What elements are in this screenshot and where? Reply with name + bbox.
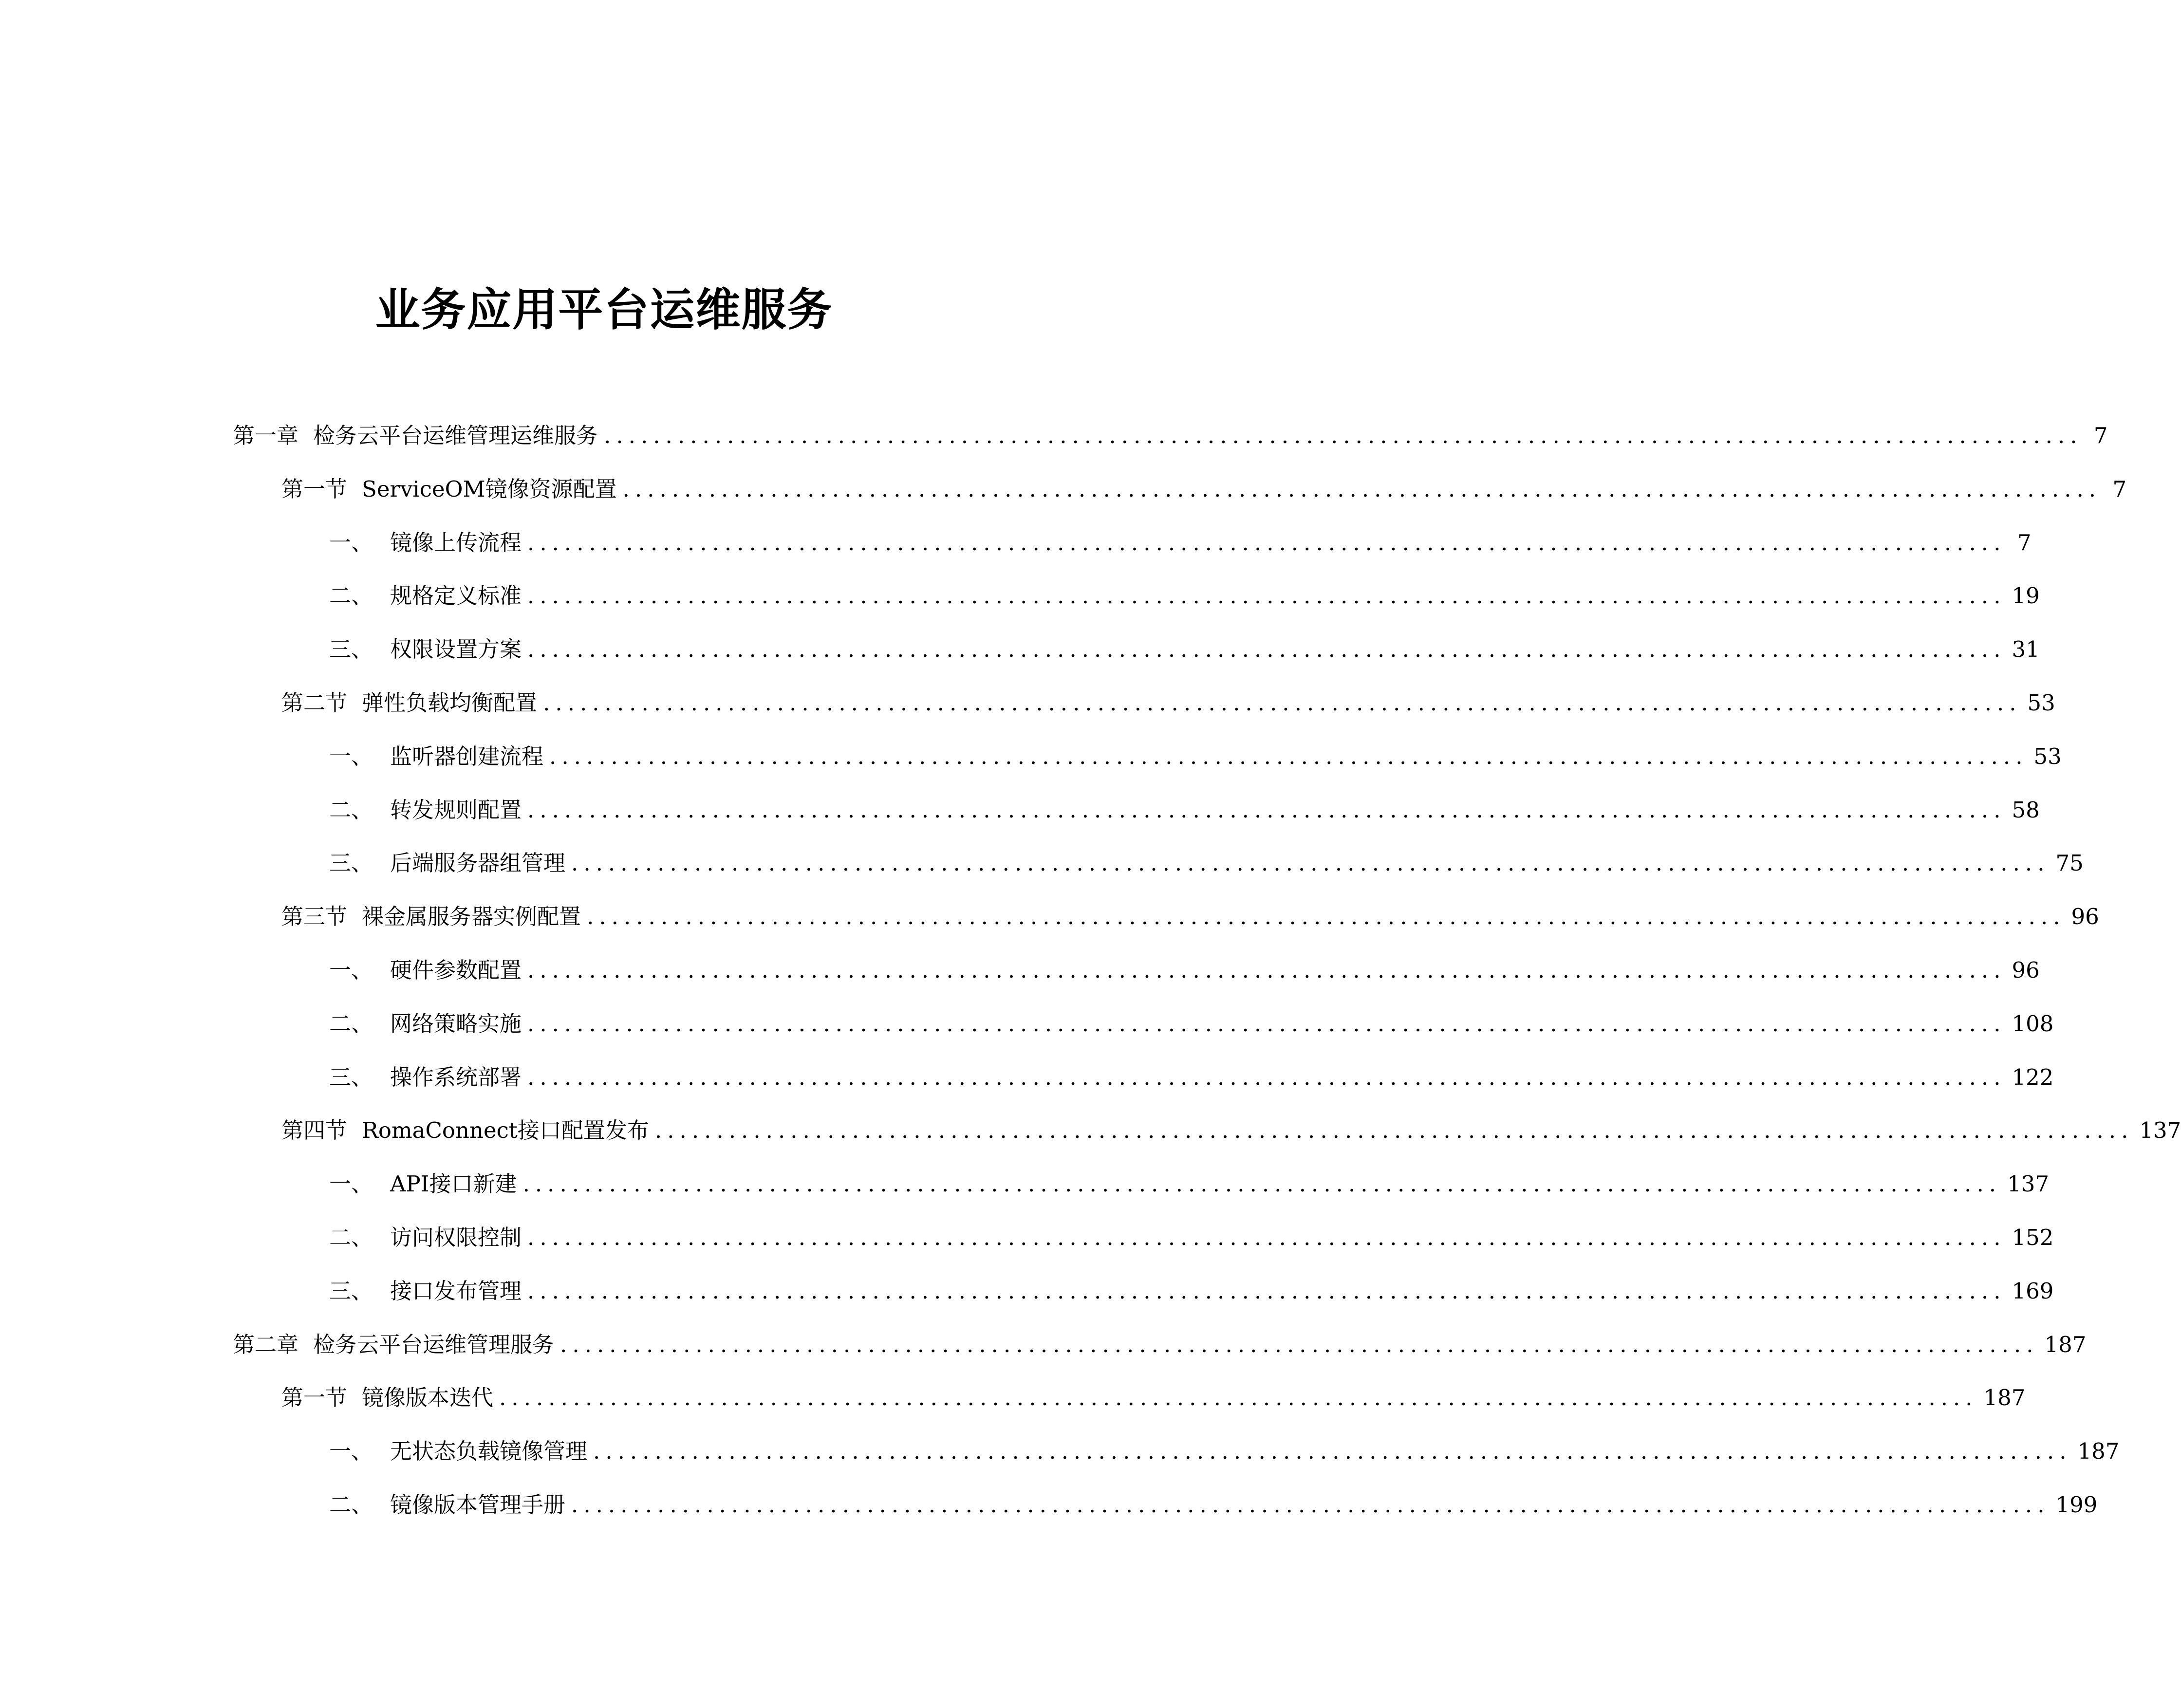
toc-entry[interactable] <box>329 523 2032 562</box>
toc-entry-number: 第一节 <box>281 1385 348 1411</box>
toc-entry-label: 裸金属服务器实例配置 <box>362 904 581 929</box>
toc-entry[interactable] <box>329 1058 2054 1097</box>
toc-entry[interactable] <box>329 1165 2049 1204</box>
toc-entry-label: 访问权限控制 <box>390 1225 522 1250</box>
toc-entry-page-number: 187 <box>2044 1332 2087 1357</box>
toc-entry-number: 一、 <box>329 530 373 556</box>
toc-entry-label: 监听器创建流程 <box>390 743 544 769</box>
toc-entry-label: 镜像版本迭代 <box>362 1385 494 1411</box>
toc-leader-dots: ........................................................................................................................ <box>560 1332 2039 1357</box>
toc-leader-dots: ........................................................................................................................ <box>549 743 2028 769</box>
toc-entry-number: 一、 <box>329 957 373 983</box>
toc-leader-dots: ........................................................................................................................ <box>527 1011 2006 1037</box>
toc-entry[interactable] <box>329 1432 2120 1471</box>
toc-entry-number: 三、 <box>329 636 373 662</box>
toc-leader-dots: ........................................................................................................................ <box>527 1225 2006 1250</box>
toc-entry[interactable] <box>329 1004 2054 1043</box>
toc-entry-page-number: 187 <box>2077 1438 2120 1464</box>
toc-leader-dots: ........................................................................................................................ <box>527 583 2006 609</box>
toc-entry[interactable] <box>281 1378 2026 1417</box>
toc-leader-dots: ........................................................................................................................ <box>527 1064 2006 1090</box>
toc-entry-label: 无状态负载镜像管理 <box>390 1438 588 1464</box>
toc-entry-number: 二、 <box>329 797 373 823</box>
toc-entry-number: 第四节 <box>281 1117 348 1143</box>
document-title: 业务应用平台运维服务 <box>375 283 833 336</box>
toc-entry[interactable] <box>329 951 2040 990</box>
toc-entry-number: 二、 <box>329 1225 373 1250</box>
toc-entry-number: 三、 <box>329 1278 373 1304</box>
toc-entry-label: 硬件参数配置 <box>390 957 522 983</box>
toc-leader-dots: ........................................................................................................................ <box>527 957 2006 983</box>
toc-leader-dots: ........................................................................................................................ <box>499 1385 1978 1411</box>
toc-entry-number: 二、 <box>329 1011 373 1037</box>
toc-leader-dots: ........................................................................................................................ <box>527 797 2006 823</box>
toc-entry-page-number: 187 <box>1983 1385 2026 1411</box>
toc-entry-page-number: 58 <box>2012 797 2040 823</box>
toc-entry-label: 检务云平台运维管理服务 <box>313 1332 555 1357</box>
toc-entry-page-number: 108 <box>2012 1011 2054 1037</box>
toc-entry-label: 网络策略实施 <box>390 1011 522 1037</box>
toc-leader-dots: ........................................................................................................................ <box>593 1438 2072 1464</box>
toc-entry[interactable] <box>329 791 2040 830</box>
toc-leader-dots: ........................................................................................................................ <box>527 1278 2006 1304</box>
toc-entry-page-number: 137 <box>2007 1171 2049 1197</box>
toc-leader-dots: ........................................................................................................................ <box>527 530 2006 556</box>
toc-entry-label: 操作系统部署 <box>390 1064 522 1090</box>
toc-entry-label: 弹性负载均衡配置 <box>362 690 538 716</box>
toc-leader-dots: ........................................................................................................................ <box>522 1171 2002 1197</box>
toc-entry-page-number: 199 <box>2055 1492 2098 1518</box>
toc-entry[interactable] <box>329 1485 2098 1524</box>
toc-entry-number: 三、 <box>329 850 373 876</box>
toc-entry-page-number: 7 <box>2093 423 2108 448</box>
toc-entry-number: 一、 <box>329 1171 373 1197</box>
toc-entry[interactable] <box>329 737 2062 776</box>
toc-entry-number: 三、 <box>329 1064 373 1090</box>
toc-entry[interactable] <box>233 416 2108 455</box>
toc-entry-number: 二、 <box>329 583 373 609</box>
toc-entry-number: 二、 <box>329 1492 373 1518</box>
toc-entry-label: 后端服务器组管理 <box>390 850 566 876</box>
toc-entry-page-number: 137 <box>2139 1117 2181 1143</box>
toc-entry-page-number: 7 <box>2017 530 2032 556</box>
toc-entry-label: API接口新建 <box>390 1171 517 1197</box>
toc-entry-label: 接口发布管理 <box>390 1278 522 1304</box>
toc-entry-label: 规格定义标准 <box>390 583 522 609</box>
toc-entry-page-number: 169 <box>2012 1278 2054 1304</box>
toc-entry-label: RomaConnect接口配置发布 <box>362 1117 649 1143</box>
toc-entry-page-number: 53 <box>2027 690 2055 716</box>
toc-leader-dots: ........................................................................................................................ <box>587 904 2066 929</box>
toc-entry-page-number: 152 <box>2012 1225 2054 1250</box>
toc-entry[interactable] <box>329 576 2040 615</box>
toc-entry[interactable] <box>329 1218 2054 1257</box>
toc-entry-number: 一、 <box>329 743 373 769</box>
toc-entry-page-number: 19 <box>2012 583 2040 609</box>
toc-leader-dots: ........................................................................................................................ <box>543 690 2022 716</box>
toc-entry-page-number: 53 <box>2033 743 2062 769</box>
toc-entry[interactable] <box>329 630 2040 669</box>
toc-entry[interactable] <box>281 1111 2181 1150</box>
toc-entry-label: 转发规则配置 <box>390 797 522 823</box>
toc-entry[interactable] <box>281 897 2099 936</box>
toc-entry[interactable] <box>329 1272 2054 1311</box>
toc-leader-dots: ........................................................................................................................ <box>604 423 2083 448</box>
toc-leader-dots: ........................................................................................................................ <box>571 850 2050 876</box>
toc-entry-page-number: 7 <box>2112 476 2127 502</box>
toc-leader-dots: ........................................................................................................................ <box>622 476 2102 502</box>
toc-leader-dots: ........................................................................................................................ <box>527 636 2006 662</box>
toc-entry[interactable] <box>329 844 2084 883</box>
toc-entry-label: 镜像版本管理手册 <box>390 1492 566 1518</box>
toc-entry-number: 第一节 <box>281 476 348 502</box>
toc-entry-page-number: 96 <box>2012 957 2040 983</box>
toc-entry-label: ServiceOM镜像资源配置 <box>362 476 617 502</box>
toc-entry[interactable] <box>281 684 2055 723</box>
toc-entry[interactable] <box>281 470 2127 509</box>
toc-entry-number: 第一章 <box>233 423 299 448</box>
toc-entry-label: 权限设置方案 <box>390 636 522 662</box>
toc-entry-page-number: 96 <box>2071 904 2099 929</box>
toc-leader-dots: ........................................................................................................................ <box>571 1492 2050 1518</box>
toc-entry-number: 一、 <box>329 1438 373 1464</box>
toc-entry-label: 镜像上传流程 <box>390 530 522 556</box>
toc-leader-dots: ........................................................................................................................ <box>654 1117 2134 1143</box>
toc-entry[interactable] <box>233 1325 2087 1364</box>
toc-entry-number: 第二节 <box>281 690 348 716</box>
toc-entry-page-number: 122 <box>2012 1064 2054 1090</box>
toc-entry-number: 第三节 <box>281 904 348 929</box>
toc-entry-label: 检务云平台运维管理运维服务 <box>313 423 598 448</box>
toc-entry-number: 第二章 <box>233 1332 299 1357</box>
toc-entry-page-number: 31 <box>2012 636 2040 662</box>
toc-entry-page-number: 75 <box>2055 850 2084 876</box>
